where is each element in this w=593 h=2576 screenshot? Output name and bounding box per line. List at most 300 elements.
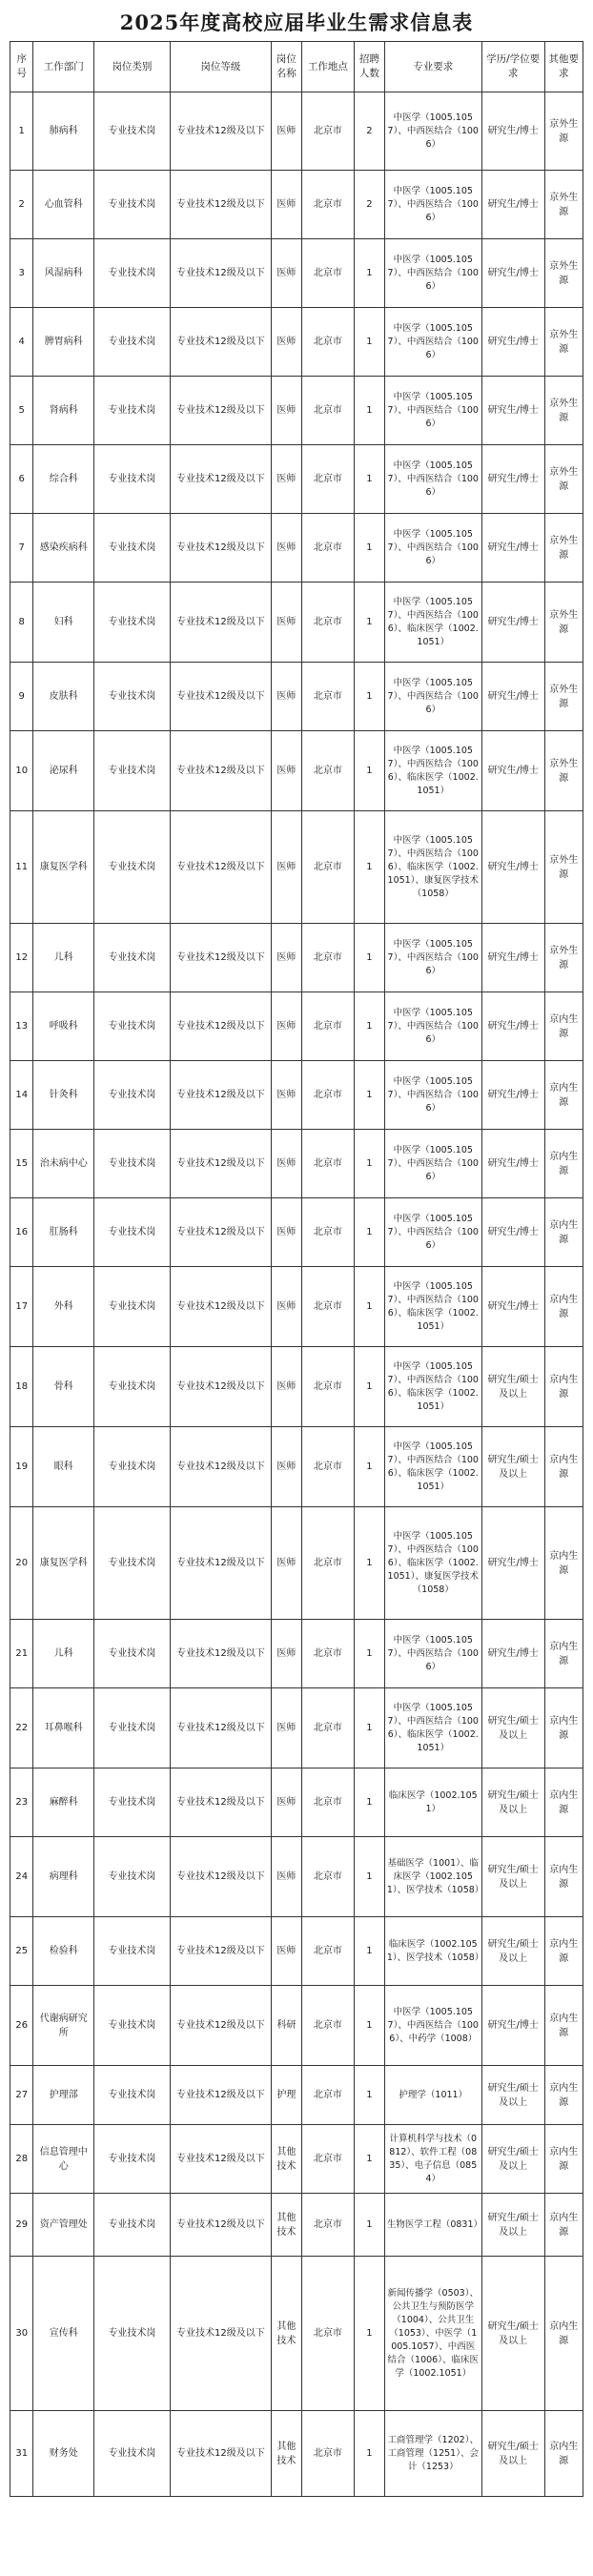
cell-level: 专业技术12级及以下 xyxy=(170,1198,271,1267)
cell-location: 北京市 xyxy=(301,992,354,1061)
cell-category: 专业技术岗 xyxy=(94,663,171,731)
cell-no: 8 xyxy=(10,583,33,663)
cell-level: 专业技术12级及以下 xyxy=(170,583,271,663)
cell-location: 北京市 xyxy=(301,811,354,924)
cell-education: 研究生/博士 xyxy=(481,514,544,583)
cell-position: 医师 xyxy=(271,1427,301,1507)
cell-no: 1 xyxy=(10,92,33,171)
cell-level: 专业技术12级及以下 xyxy=(170,1917,271,1986)
cell-location: 北京市 xyxy=(301,2125,354,2194)
cell-position: 医师 xyxy=(271,811,301,924)
cell-level: 专业技术12级及以下 xyxy=(170,377,271,445)
cell-location: 北京市 xyxy=(301,308,354,377)
cell-no: 21 xyxy=(10,1620,33,1688)
cell-count: 1 xyxy=(354,1130,384,1198)
cell-level: 专业技术12级及以下 xyxy=(170,811,271,924)
cell-level: 专业技术12级及以下 xyxy=(170,308,271,377)
cell-position: 医师 xyxy=(271,663,301,731)
cell-no: 6 xyxy=(10,445,33,514)
cell-education: 研究生/硕士及以上 xyxy=(481,1427,544,1507)
cell-major: 临床医学（1002.1051） xyxy=(384,1768,481,1837)
cell-other: 京内生源 xyxy=(544,1347,583,1427)
cell-education: 研究生/硕士及以上 xyxy=(481,1837,544,1917)
cell-location: 北京市 xyxy=(301,583,354,663)
table-row xyxy=(10,1267,583,1347)
cell-dept: 眼科 xyxy=(33,1427,94,1507)
cell-no: 28 xyxy=(10,2125,33,2194)
cell-category: 专业技术岗 xyxy=(94,1267,171,1347)
table-row xyxy=(10,1427,583,1507)
table-row xyxy=(10,1061,583,1130)
cell-major: 临床医学（1002.1051）、医学技术（1058） xyxy=(384,1917,481,1986)
header-level: 岗位等级 xyxy=(170,42,271,92)
cell-location: 北京市 xyxy=(301,1267,354,1347)
cell-location: 北京市 xyxy=(301,1837,354,1917)
cell-location: 北京市 xyxy=(301,2411,354,2497)
table-row xyxy=(10,239,583,308)
cell-no: 11 xyxy=(10,811,33,924)
header-education: 学历/学位要求 xyxy=(481,42,544,92)
cell-category: 专业技术岗 xyxy=(94,308,171,377)
cell-major: 护理学（1011） xyxy=(384,2066,481,2125)
cell-location: 北京市 xyxy=(301,2257,354,2411)
cell-category: 专业技术岗 xyxy=(94,1620,171,1688)
cell-position: 医师 xyxy=(271,1837,301,1917)
cell-education: 研究生/博士 xyxy=(481,445,544,514)
cell-dept: 外科 xyxy=(33,1267,94,1347)
cell-count: 1 xyxy=(354,2257,384,2411)
cell-dept: 心血管科 xyxy=(33,171,94,239)
cell-dept: 检验科 xyxy=(33,1917,94,1986)
cell-category: 专业技术岗 xyxy=(94,1130,171,1198)
cell-major: 中医学（1005.1057）、中西医结合（1006） xyxy=(384,1198,481,1267)
cell-count: 1 xyxy=(354,445,384,514)
cell-education: 研究生/博士 xyxy=(481,1198,544,1267)
cell-location: 北京市 xyxy=(301,1688,354,1768)
cell-other: 京外生源 xyxy=(544,171,583,239)
cell-major: 计算机科学与技术（0812）、软件工程（0835）、电子信息（0854） xyxy=(384,2125,481,2194)
cell-level: 专业技术12级及以下 xyxy=(170,1986,271,2066)
cell-position: 护理 xyxy=(271,2066,301,2125)
header-dept: 工作部门 xyxy=(33,42,94,92)
cell-count: 1 xyxy=(354,1917,384,1986)
cell-position: 医师 xyxy=(271,992,301,1061)
cell-position: 其他技术 xyxy=(271,2411,301,2497)
table-row xyxy=(10,1198,583,1267)
cell-count: 1 xyxy=(354,2125,384,2194)
cell-category: 专业技术岗 xyxy=(94,924,171,992)
cell-other: 京外生源 xyxy=(544,583,583,663)
cell-no: 23 xyxy=(10,1768,33,1837)
cell-major: 中医学（1005.1057）、中西医结合（1006） xyxy=(384,924,481,992)
cell-other: 京外生源 xyxy=(544,445,583,514)
cell-category: 专业技术岗 xyxy=(94,445,171,514)
cell-other: 京内生源 xyxy=(544,992,583,1061)
table-body xyxy=(10,92,583,2497)
cell-count: 1 xyxy=(354,811,384,924)
cell-count: 1 xyxy=(354,1347,384,1427)
cell-position: 医师 xyxy=(271,731,301,811)
cell-category: 专业技术岗 xyxy=(94,2257,171,2411)
cell-count: 1 xyxy=(354,924,384,992)
cell-other: 京内生源 xyxy=(544,1427,583,1507)
cell-no: 7 xyxy=(10,514,33,583)
cell-education: 研究生/硕士及以上 xyxy=(481,1688,544,1768)
table-row xyxy=(10,2411,583,2497)
cell-no: 19 xyxy=(10,1427,33,1507)
cell-no: 22 xyxy=(10,1688,33,1768)
cell-level: 专业技术12级及以下 xyxy=(170,2125,271,2194)
cell-level: 专业技术12级及以下 xyxy=(170,239,271,308)
cell-level: 专业技术12级及以下 xyxy=(170,171,271,239)
cell-no: 4 xyxy=(10,308,33,377)
cell-education: 研究生/博士 xyxy=(481,811,544,924)
cell-category: 专业技术岗 xyxy=(94,1061,171,1130)
cell-other: 京内生源 xyxy=(544,1061,583,1130)
table-row xyxy=(10,1986,583,2066)
cell-category: 专业技术岗 xyxy=(94,92,171,171)
cell-location: 北京市 xyxy=(301,377,354,445)
cell-position: 医师 xyxy=(271,583,301,663)
cell-no: 2 xyxy=(10,171,33,239)
cell-education: 研究生/硕士及以上 xyxy=(481,2411,544,2497)
cell-major: 中医学（1005.1057）、中西医结合（1006）、临床医学（1002.1051）、康复医学技术（1058） xyxy=(384,811,481,924)
cell-position: 医师 xyxy=(271,1768,301,1837)
cell-dept: 康复医学科 xyxy=(33,1507,94,1620)
cell-dept: 信息管理中心 xyxy=(33,2125,94,2194)
cell-dept: 皮肤科 xyxy=(33,663,94,731)
cell-education: 研究生/硕士及以上 xyxy=(481,2257,544,2411)
cell-category: 专业技术岗 xyxy=(94,2194,171,2257)
table-row xyxy=(10,2125,583,2194)
cell-category: 专业技术岗 xyxy=(94,171,171,239)
cell-no: 26 xyxy=(10,1986,33,2066)
cell-level: 专业技术12级及以下 xyxy=(170,1837,271,1917)
table-row xyxy=(10,2257,583,2411)
cell-position: 医师 xyxy=(271,1688,301,1768)
cell-dept: 病理科 xyxy=(33,1837,94,1917)
cell-count: 1 xyxy=(354,514,384,583)
cell-level: 专业技术12级及以下 xyxy=(170,2066,271,2125)
cell-count: 1 xyxy=(354,731,384,811)
cell-other: 京内生源 xyxy=(544,2066,583,2125)
cell-dept: 呼吸科 xyxy=(33,992,94,1061)
cell-category: 专业技术岗 xyxy=(94,1837,171,1917)
cell-other: 京外生源 xyxy=(544,308,583,377)
header-major: 专业要求 xyxy=(384,42,481,92)
cell-other: 京内生源 xyxy=(544,2257,583,2411)
cell-major: 中医学（1005.1057）、中西医结合（1006） xyxy=(384,239,481,308)
cell-location: 北京市 xyxy=(301,514,354,583)
cell-education: 研究生/博士 xyxy=(481,92,544,171)
cell-position: 医师 xyxy=(271,377,301,445)
cell-no: 27 xyxy=(10,2066,33,2125)
cell-location: 北京市 xyxy=(301,1620,354,1688)
cell-count: 1 xyxy=(354,663,384,731)
cell-other: 京内生源 xyxy=(544,1620,583,1688)
table-row xyxy=(10,1917,583,1986)
cell-dept: 儿科 xyxy=(33,1620,94,1688)
cell-dept: 财务处 xyxy=(33,2411,94,2497)
cell-dept: 风湿病科 xyxy=(33,239,94,308)
cell-category: 专业技术岗 xyxy=(94,1768,171,1837)
cell-major: 中医学（1005.1057）、中西医结合（1006）、中药学（1008） xyxy=(384,1986,481,2066)
cell-no: 15 xyxy=(10,1130,33,1198)
cell-no: 30 xyxy=(10,2257,33,2411)
cell-position: 医师 xyxy=(271,1130,301,1198)
cell-location: 北京市 xyxy=(301,1198,354,1267)
cell-location: 北京市 xyxy=(301,663,354,731)
cell-category: 专业技术岗 xyxy=(94,377,171,445)
cell-dept: 治未病中心 xyxy=(33,1130,94,1198)
cell-location: 北京市 xyxy=(301,1917,354,1986)
cell-major: 中医学（1005.1057）、中西医结合（1006）、临床医学（1002.1051） xyxy=(384,1688,481,1768)
cell-no: 17 xyxy=(10,1267,33,1347)
header-row xyxy=(10,42,583,92)
cell-location: 北京市 xyxy=(301,1768,354,1837)
cell-dept: 针灸科 xyxy=(33,1061,94,1130)
cell-level: 专业技术12级及以下 xyxy=(170,92,271,171)
cell-category: 专业技术岗 xyxy=(94,1347,171,1427)
cell-no: 10 xyxy=(10,731,33,811)
cell-location: 北京市 xyxy=(301,1427,354,1507)
cell-position: 医师 xyxy=(271,1198,301,1267)
cell-dept: 脾胃病科 xyxy=(33,308,94,377)
cell-count: 1 xyxy=(354,1061,384,1130)
cell-level: 专业技术12级及以下 xyxy=(170,731,271,811)
header-location: 工作地点 xyxy=(301,42,354,92)
cell-category: 专业技术岗 xyxy=(94,811,171,924)
cell-position: 医师 xyxy=(271,1620,301,1688)
cell-other: 京内生源 xyxy=(544,1768,583,1837)
cell-position: 科研 xyxy=(271,1986,301,2066)
cell-other: 京外生源 xyxy=(544,663,583,731)
cell-dept: 代谢病研究所 xyxy=(33,1986,94,2066)
cell-level: 专业技术12级及以下 xyxy=(170,663,271,731)
cell-no: 24 xyxy=(10,1837,33,1917)
cell-dept: 感染疾病科 xyxy=(33,514,94,583)
cell-category: 专业技术岗 xyxy=(94,583,171,663)
cell-position: 医师 xyxy=(271,924,301,992)
header-no: 序号 xyxy=(10,42,33,92)
cell-level: 专业技术12级及以下 xyxy=(170,2257,271,2411)
cell-count: 1 xyxy=(354,1986,384,2066)
cell-position: 医师 xyxy=(271,308,301,377)
cell-location: 北京市 xyxy=(301,445,354,514)
cell-no: 5 xyxy=(10,377,33,445)
cell-position: 医师 xyxy=(271,1507,301,1620)
cell-position: 医师 xyxy=(271,239,301,308)
cell-education: 研究生/硕士及以上 xyxy=(481,2194,544,2257)
table-row xyxy=(10,171,583,239)
cell-major: 工商管理学（1202）、工商管理（1251）、会计（1253） xyxy=(384,2411,481,2497)
cell-dept: 泌尿科 xyxy=(33,731,94,811)
cell-dept: 肾病科 xyxy=(33,377,94,445)
cell-location: 北京市 xyxy=(301,1986,354,2066)
cell-level: 专业技术12级及以下 xyxy=(170,2194,271,2257)
cell-other: 京内生源 xyxy=(544,1130,583,1198)
cell-category: 专业技术岗 xyxy=(94,239,171,308)
cell-education: 研究生/博士 xyxy=(481,731,544,811)
cell-location: 北京市 xyxy=(301,171,354,239)
cell-position: 其他技术 xyxy=(271,2257,301,2411)
cell-dept: 宣传科 xyxy=(33,2257,94,2411)
cell-level: 专业技术12级及以下 xyxy=(170,1267,271,1347)
cell-level: 专业技术12级及以下 xyxy=(170,1347,271,1427)
cell-location: 北京市 xyxy=(301,2194,354,2257)
cell-no: 3 xyxy=(10,239,33,308)
cell-other: 京内生源 xyxy=(544,2411,583,2497)
cell-major: 中医学（1005.1057）、中西医结合（1006） xyxy=(384,663,481,731)
cell-major: 基础医学（1001）、临床医学（1002.1051）、医学技术（1058） xyxy=(384,1837,481,1917)
cell-major: 中医学（1005.1057）、中西医结合（1006） xyxy=(384,92,481,171)
cell-location: 北京市 xyxy=(301,2066,354,2125)
cell-location: 北京市 xyxy=(301,1061,354,1130)
cell-dept: 肛肠科 xyxy=(33,1198,94,1267)
cell-location: 北京市 xyxy=(301,1130,354,1198)
cell-category: 专业技术岗 xyxy=(94,1688,171,1768)
cell-education: 研究生/硕士及以上 xyxy=(481,1347,544,1427)
cell-location: 北京市 xyxy=(301,1507,354,1620)
recruitment-table xyxy=(10,41,583,2497)
cell-location: 北京市 xyxy=(301,924,354,992)
cell-education: 研究生/硕士及以上 xyxy=(481,1768,544,1837)
cell-education: 研究生/博士 xyxy=(481,992,544,1061)
cell-major: 中医学（1005.1057）、中西医结合（1006）、临床医学（1002.1051） xyxy=(384,1347,481,1427)
cell-category: 专业技术岗 xyxy=(94,1507,171,1620)
cell-major: 新闻传播学（0503）、公共卫生与预防医学（1004）、公共卫生（1053）、中医学（1005.1057）、中西医结合（1006）、临床医学（1002.1051） xyxy=(384,2257,481,2411)
header-category: 岗位类别 xyxy=(94,42,171,92)
cell-no: 12 xyxy=(10,924,33,992)
header-other: 其他要求 xyxy=(544,42,583,92)
cell-position: 医师 xyxy=(271,514,301,583)
table-row xyxy=(10,731,583,811)
cell-position: 医师 xyxy=(271,1347,301,1427)
header-position: 岗位名称 xyxy=(271,42,301,92)
cell-category: 专业技术岗 xyxy=(94,2125,171,2194)
cell-education: 研究生/博士 xyxy=(481,1620,544,1688)
cell-dept: 资产管理处 xyxy=(33,2194,94,2257)
cell-major: 中医学（1005.1057）、中西医结合（1006） xyxy=(384,1061,481,1130)
cell-count: 1 xyxy=(354,1267,384,1347)
cell-education: 研究生/博士 xyxy=(481,663,544,731)
cell-count: 1 xyxy=(354,2411,384,2497)
cell-position: 医师 xyxy=(271,1061,301,1130)
cell-no: 29 xyxy=(10,2194,33,2257)
cell-dept: 妇科 xyxy=(33,583,94,663)
cell-position: 其他技术 xyxy=(271,2194,301,2257)
cell-position: 医师 xyxy=(271,92,301,171)
cell-count: 1 xyxy=(354,2066,384,2125)
table-row xyxy=(10,1620,583,1688)
cell-other: 京内生源 xyxy=(544,1917,583,1986)
cell-level: 专业技术12级及以下 xyxy=(170,445,271,514)
cell-count: 1 xyxy=(354,1688,384,1768)
cell-position: 医师 xyxy=(271,445,301,514)
cell-no: 13 xyxy=(10,992,33,1061)
table-row xyxy=(10,2066,583,2125)
cell-no: 25 xyxy=(10,1917,33,1986)
cell-count: 1 xyxy=(354,1768,384,1837)
cell-major: 中医学（1005.1057）、中西医结合（1006） xyxy=(384,1130,481,1198)
cell-other: 京内生源 xyxy=(544,1507,583,1620)
cell-count: 1 xyxy=(354,583,384,663)
cell-education: 研究生/博士 xyxy=(481,171,544,239)
cell-education: 研究生/硕士及以上 xyxy=(481,2066,544,2125)
cell-count: 1 xyxy=(354,992,384,1061)
table-row xyxy=(10,445,583,514)
cell-level: 专业技术12级及以下 xyxy=(170,2411,271,2497)
cell-location: 北京市 xyxy=(301,1347,354,1427)
cell-other: 京外生源 xyxy=(544,924,583,992)
table-row xyxy=(10,992,583,1061)
cell-level: 专业技术12级及以下 xyxy=(170,1688,271,1768)
cell-major: 中医学（1005.1057）、中西医结合（1006） xyxy=(384,171,481,239)
page-title: 2025年度高校应届毕业生需求信息表 xyxy=(119,10,474,34)
cell-no: 20 xyxy=(10,1507,33,1620)
cell-dept: 综合科 xyxy=(33,445,94,514)
table-row xyxy=(10,583,583,663)
cell-major: 中医学（1005.1057）、中西医结合（1006） xyxy=(384,1620,481,1688)
table-row xyxy=(10,1130,583,1198)
cell-count: 1 xyxy=(354,1837,384,1917)
table-row xyxy=(10,92,583,171)
cell-education: 研究生/博士 xyxy=(481,1507,544,1620)
table-row xyxy=(10,377,583,445)
cell-other: 京外生源 xyxy=(544,377,583,445)
cell-category: 专业技术岗 xyxy=(94,2066,171,2125)
table-row xyxy=(10,514,583,583)
cell-other: 京外生源 xyxy=(544,731,583,811)
cell-major: 中医学（1005.1057）、中西医结合（1006） xyxy=(384,445,481,514)
cell-other: 京内生源 xyxy=(544,2125,583,2194)
table-row xyxy=(10,2194,583,2257)
cell-count: 1 xyxy=(354,1507,384,1620)
cell-count: 1 xyxy=(354,1620,384,1688)
cell-position: 医师 xyxy=(271,171,301,239)
cell-dept: 护理部 xyxy=(33,2066,94,2125)
table-row xyxy=(10,1507,583,1620)
table-row xyxy=(10,1837,583,1917)
cell-level: 专业技术12级及以下 xyxy=(170,514,271,583)
cell-other: 京内生源 xyxy=(544,1198,583,1267)
cell-major: 中医学（1005.1057）、中西医结合（1006） xyxy=(384,514,481,583)
cell-no: 31 xyxy=(10,2411,33,2497)
cell-count: 1 xyxy=(354,308,384,377)
cell-other: 京内生源 xyxy=(544,1986,583,2066)
table-row xyxy=(10,663,583,731)
cell-major: 中医学（1005.1057）、中西医结合（1006）、临床医学（1002.1051） xyxy=(384,583,481,663)
cell-other: 京内生源 xyxy=(544,1837,583,1917)
cell-position: 其他技术 xyxy=(271,2125,301,2194)
cell-level: 专业技术12级及以下 xyxy=(170,1620,271,1688)
cell-level: 专业技术12级及以下 xyxy=(170,992,271,1061)
table-row xyxy=(10,1688,583,1768)
cell-dept: 骨科 xyxy=(33,1347,94,1427)
cell-no: 16 xyxy=(10,1198,33,1267)
cell-education: 研究生/硕士及以上 xyxy=(481,2125,544,2194)
table-row xyxy=(10,924,583,992)
cell-level: 专业技术12级及以下 xyxy=(170,1130,271,1198)
cell-education: 研究生/博士 xyxy=(481,308,544,377)
cell-location: 北京市 xyxy=(301,92,354,171)
table-row xyxy=(10,811,583,924)
cell-other: 京外生源 xyxy=(544,239,583,308)
cell-count: 2 xyxy=(354,92,384,171)
cell-major: 中医学（1005.1057）、中西医结合（1006）、临床医学（1002.1051）、康复医学技术（1058） xyxy=(384,1507,481,1620)
cell-dept: 麻醉科 xyxy=(33,1768,94,1837)
cell-education: 研究生/博士 xyxy=(481,1267,544,1347)
